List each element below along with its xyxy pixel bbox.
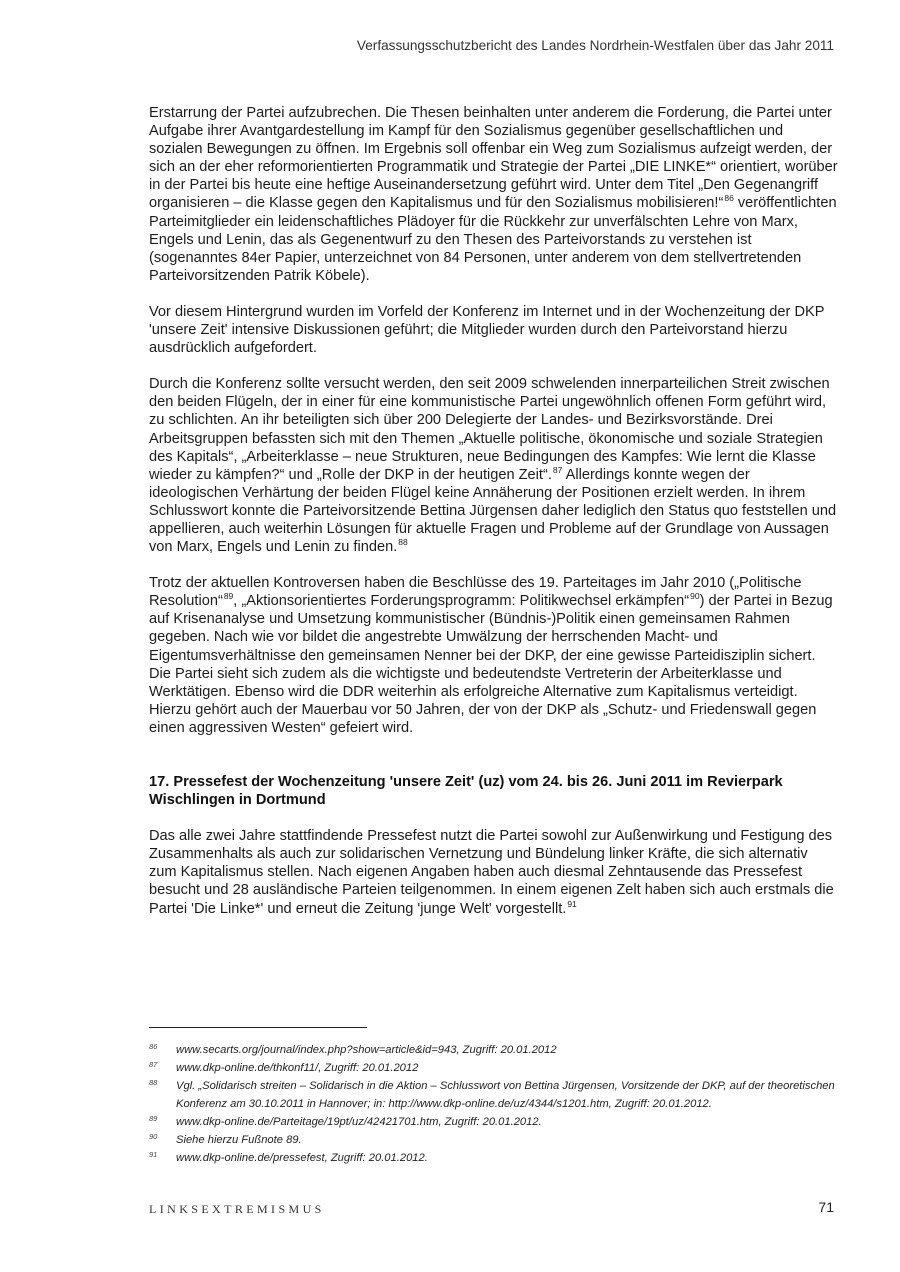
paragraph-4: Trotz der aktuellen Kontroversen haben die Beschlüsse des 19. Parteitages im Jahr 2010 („Politische Resolution“$^{89}$, „Aktionsorientiertes Forderungsprogramm: Politikwechsel erkämpfen“$^{90}$) der Partei in Bezug auf Krisenanalyse und Umsetzung kommunistischer (Bündnis-)Politik einen gemeinsamen Rahmen gegeben. Nach wie vor bildet die angestrebte Umwälzung der herrschenden Macht- und Eigentumsverhältnisse den gemeinsamen Nenner bei der DKP, der eine gewisse Parteidisziplin sichert. Die Partei sieht sich zudem als die wichtigste und bedeutendste Vertreterin der Arbeiterklasse und Werktätigen. Ebenso wird die DDR weiterhin als erfolgreiche Alternative zum Kapitalismus verteidigt. Hierzu gehört auch der Mauerbau vor 50 Jahren, der von der DKP als „Schutz- und Friedenswall gegen einen aggressiven Westen“ gefeiert wird. [149,575,833,736]
footnote-item: 90 Siehe hierzu Fußnote 89. [149,1132,302,1146]
footer-section-label: LINKSEXTREMISMUS [149,1202,325,1216]
section-heading: 17. Pressefest der Wochenzeitung 'unsere Zeit' (uz) vom 24. bis 26. Juni 2011 im Revierpark Wischlingen in Dortmund [149,774,783,809]
paragraph-2: Vor diesem Hintergrund wurden im Vorfeld der Konferenz im Internet und in der Wochenzeitung der DKP 'unsere Zeit' intensive Diskussionen geführt; die Mitglieder wurden durch den Parteivorstand hierzu ausdrücklich aufgefordert. [149,303,825,357]
footnote-item: 91 www.dkp-online.de/pressefest, Zugriff: 20.01.2012. [149,1150,428,1164]
footnote-divider [149,1027,367,1028]
footnote-ref-86: 86 [724,193,734,204]
footnote-item: 87 www.dkp-online.de/thkonf11/, Zugriff: 20.01.2012 [149,1060,419,1074]
running-header: Verfassungsschutzbericht des Landes Nordrhein-Westfalen über das Jahr 2011 [356,38,834,53]
paragraph-3: Durch die Konferenz sollte versucht werden, den seit 2009 schwelenden innerparteilichen Streit zwischen den beiden Flügeln, der in einer für eine kommunistische Partei ungewöhnlich offenen Form geführt wird, zu schlichten. An ihr beteiligten sich über 200 Delegierte der Landes- und Bezirksvorstände. Drei Arbeitsgruppen befassten sich mit den Themen „Aktuelle politische, ökonomische und soziale Strategien des Kapitals“, „Arbeiterklasse – neue Strukturen, neue Bedingungen des Kampfes: Wie lernt die Klasse wieder zu kämpfen?“ und „Rolle der DKP in der heutigen Zeit“.$^{87}$ Allerdings konnte wegen der ideologischen Verhärtung der beiden Flügel keine Annäherung der Positionen erzielt werden. In ihrem Schlusswort konnte die Parteivorsitzende Bettina Jürgensen daher lediglich den Status quo feststellen und appellieren, auch weiterhin Lösungen für aktuelle Fragen und Probleme auf der Grundlage von Aussagen von Marx, Engels und Lenin zu finden.$^{88}$ [149,376,837,556]
footnote-item: 89 www.dkp-online.de/Parteitage/19pt/uz/42421701.htm, Zugriff: 20.01.2012. [149,1114,542,1128]
footnotes [149,1041,849,1167]
page-number: 71 [818,1199,834,1215]
footnote-ref-88: 88 [398,537,408,548]
footnote-ref-89: 89 [223,591,234,602]
paragraph-5: Das alle zwei Jahre stattfindende Pressefest nutzt die Partei sowohl zur Außenwirkung und Festigung des Zusammenhalts als auch zur solidarischen Vernetzung und Bündelung linker Kräfte, die sich alternativ zum Kapitalismus stellen. Nach eigenen Angaben haben auch diesmal Zehntausende das Pressefest besucht und 28 ausländische Parteien teilgenommen. In einem eigenen Zelt haben sich auch erstmals die Partei 'Die Linke*' und erneut die Zeitung 'junge Welt' vorgestellt.$^{91}$ [149,828,834,917]
footnote-ref-91: 91 [567,898,577,909]
footnote-ref-87: 87 [552,464,563,475]
footnote-item: 88 Vgl. „Solidarisch streiten – Solidarisch in die Aktion – Schlusswort von Bettina Jürgensen, Vorsitzende der DKP, auf der theoretischen Konferenz am 30.10.2011 in Hannover; in: http://www.dkp-online.de/uz/4344/s1201.htm, Zugriff: 20.01.2012. [149,1078,835,1110]
footnote-ref-90: 90 [690,591,700,602]
footnote-item: 86 www.secarts.org/journal/index.php?show=article&id=943, Zugriff: 20.01.2012 [149,1042,557,1056]
paragraph-1: Erstarrung der Partei aufzubrechen. Die Thesen beinhalten unter anderem die Forderung, die Partei unter Aufgabe ihrer Avantgardestellung im Kampf für den Sozialismus gegenüber gesellschaftlichen und sozialen Bewegungen zu öffnen. Im Ergebnis soll offenbar ein Weg zum Sozialismus aufzeigt werden, der sich an der eher reformorientierten Programmatik und Strategie der Partei „DIE LINKE*“ orientiert, worüber in der Partei bis heute eine heftige Auseinandersetzung geführt wird. Unter dem Titel „Den Gegenangriff organisieren – die Klasse gegen den Kapitalismus und für den Sozialismus mobilisieren!“$^{86}$ veröffentlichten Parteimitglieder ein leidenschaftliches Plädoyer für die Rückkehr zur unverfälschten Lehre von Marx, Engels und Lenin, das als Gegenentwurf zu den Thesen des Parteivorstands zu verstehen ist (sogenanntes 84er Papier, unterzeichnet von 84 Personen, unter anderem von dem stellvertretenden Parteivorsitzenden Patrik Köbele). [149,105,838,284]
main-text [149,104,839,936]
